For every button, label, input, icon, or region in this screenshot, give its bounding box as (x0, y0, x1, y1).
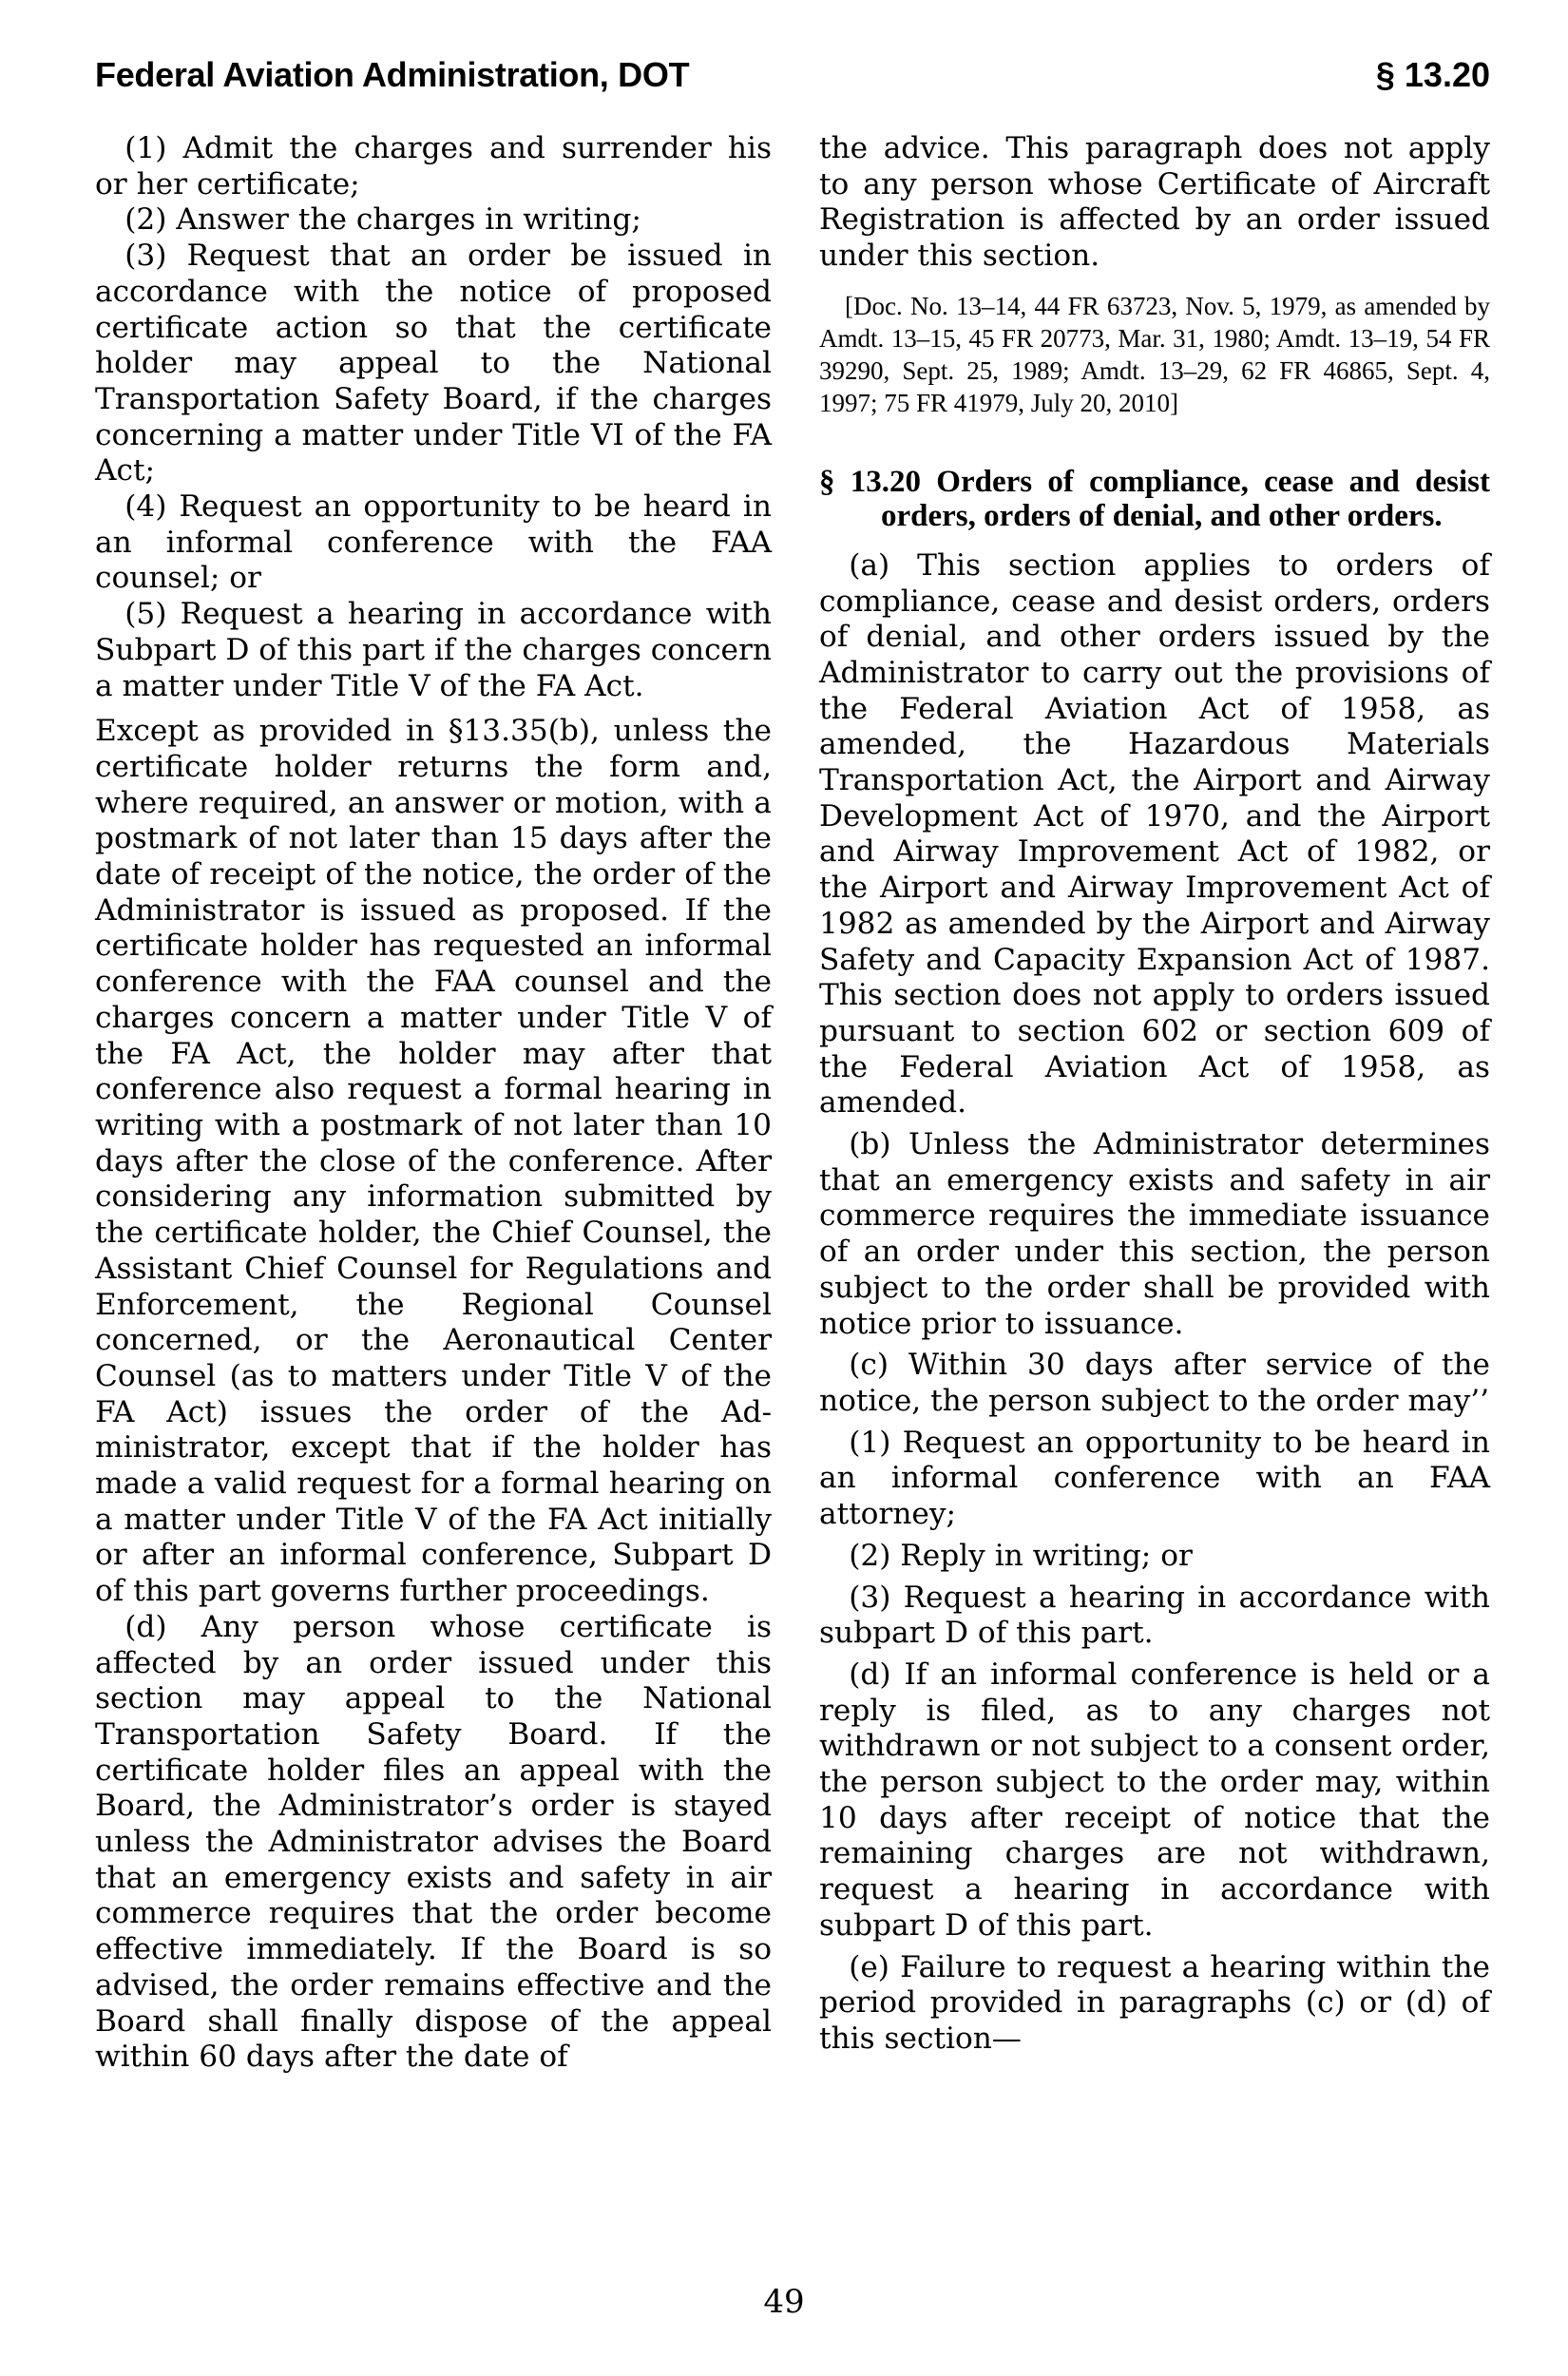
paragraph-b: (b) Unless the Administrator determines that an emergency exists and safety in air commerce requires the immediate issuance of an order under this section, the person subject to the order shall be provided with notice prior to issuance. (819, 1127, 1490, 1341)
paragraph-1-admit: (1) Admit the charges and surrender his or her certificate; (95, 131, 772, 201)
paragraph-c-3: (3) Request a hearing in accordance with subpart D of this part. (819, 1580, 1490, 1651)
paragraph-c-1: (1) Request an opportunity to be heard in an informal conference with an FAA attorney; (819, 1425, 1490, 1532)
paragraph-c: (c) Within 30 days after service of the notice, the person subject to the order may’’ (819, 1348, 1490, 1418)
paragraph-e: (e) Failure to request a hearing within the period provided in paragraphs (c) or (d) of this section— (819, 1949, 1490, 2056)
paragraph-c-2: (2) Reply in writing; or (849, 1538, 1193, 1573)
left-column (95, 131, 772, 2076)
right-column (819, 131, 1490, 2058)
paragraph-a: (a) This section applies to orders of compliance, cease and desist orders, orders of denial, and other orders issued by the Administrator to carry out the provisions of the Federal Aviation Act of 1958, as amended, the Hazardous Materials Transportation Act, the Airport and Airway Development Act of 1970, and the Airport and Airway Improvement Act of 1982, or the Airport and Airway Improvement Act of 1982 as amended by the Airport and Airway Safety and Capacity Expansion Act of 1987. This section does not apply to orders issued pursuant to section 602 or section 609 of the Federal Aviation Act of 1958, as amended. (819, 547, 1490, 1121)
paragraph-except: Except as provided in §13.35(b), unless the certificate holder returns the form and, where required, an answer or motion, with a postmark of not later than 15 days after the date of receipt of the notice, the order of the Administrator is issued as proposed. If the certificate holder has requested an informal conference with the FAA counsel and the charges concern a matter under Title V of the FA Act, the holder may after that conference also request a formal hearing in writing with a postmark of not later than 10 days after the close of the conference. After considering any information submitted by the certificate holder, the Chief Counsel, the Assistant Chief Counsel for Regulations and Enforcement, the Regional Counsel concerned, or the Aeronautical Center Counsel (as to matters under Title V of the FA Act) issues the order of the Administrator, except that if the holder has made a valid request for a formal hearing on a matter under Title V of the FA Act initially or after an informal conference, Subpart D of this part governs further proceedings. (95, 714, 772, 1609)
paragraph-continuation: the advice. This paragraph does not apply to any person whose Certificate of Aircraft Registration is affected by an order issued under this section. (819, 131, 1490, 274)
running-header-agency: Federal Aviation Administration, DOT (95, 55, 690, 94)
section-heading: § 13.20 Orders of compliance, cease and desist orders, orders of denial, and other orders. (819, 464, 1490, 533)
running-header-section: § 13.20 (1375, 55, 1490, 94)
paragraph-d: (d) If an informal conference is held or a reply is filed, as to any charges not withdrawn or not subject to a consent order, the person subject to the order may, within 10 days after receipt of notice that the remaining charges are not withdrawn, request a hearing in accordance with subpart D of this part. (819, 1657, 1490, 1943)
paragraph-3-request-order: (3) Request that an order be issued in accordance with the notice of proposed certificate action so that the certificate holder may appeal to the National Transportation Safety Board, if the charges concerning a matter under Title VI of the FA Act; (95, 239, 772, 489)
paragraph-d-appeal: (d) Any person whose certificate is affected by an order issued under this section may appeal to the National Transportation Safety Board. If the certificate holder files an appeal with the Board, the Administrator’s order is stayed unless the Administrator advises the Board that an emergency exists and safety in air commerce requires that the order become effective immediately. If the Board is so advised, the order remains effective and the Board shall finally dispose of the appeal within 60 days after the date of (95, 1609, 772, 2075)
paragraph-2-answer: (2) Answer the charges in writing; (124, 202, 641, 238)
paragraph-5-hearing: (5) Request a hearing in accordance with Subpart D of this part if the charges concern a matter under Title V of the FA Act. (95, 597, 772, 703)
source-citation: [Doc. No. 13–14, 44 FR 63723, Nov. 5, 1979, as amended by Amdt. 13–15, 45 FR 20773, Mar. 31, 1980; Amdt. 13–19, 54 FR 39290, Sept. 25, 1989; Amdt. 13–29, 62 FR 46865, Sept. 4, 1997; 75 FR 41979, July 20, 2010] (819, 291, 1490, 417)
page-number: 49 (763, 2283, 805, 2321)
paragraph-4-informal-conference: (4) Request an opportunity to be heard in an informal conference with the FAA counsel; or (95, 489, 772, 596)
